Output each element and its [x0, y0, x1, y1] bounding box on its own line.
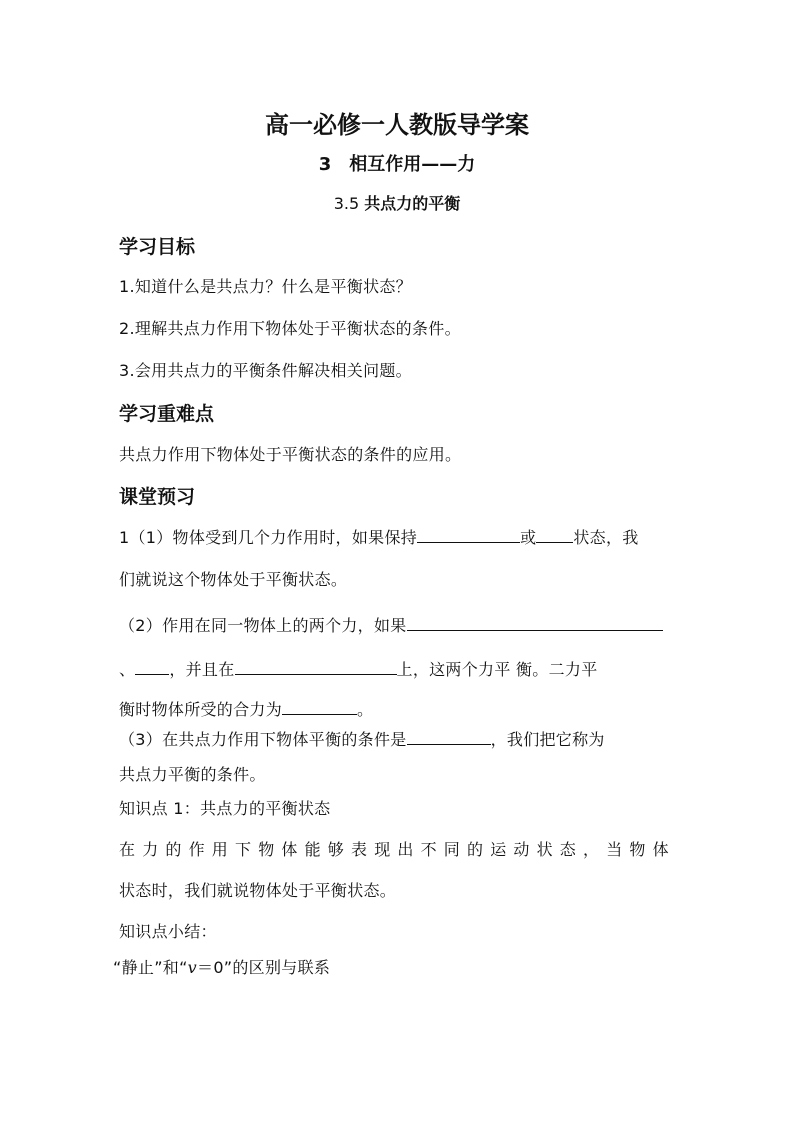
keypoints-heading: 学习重难点	[119, 403, 215, 425]
objectives-heading: 学习目标	[119, 236, 196, 258]
preview-question-2-line-1: （2）作用在同一物体上的两个力，如果	[119, 612, 663, 636]
objective-item: 1.知道什么是共点力？什么是平衡状态？	[119, 277, 412, 296]
fill-blank[interactable]	[407, 612, 663, 631]
fill-blank[interactable]	[407, 726, 491, 745]
section-number: 3.5	[333, 194, 360, 213]
section-name: 共点力的平衡	[364, 194, 461, 213]
preview-question-2-line-2: 、 ，并且在 上，这两个力平 衡。二力平	[119, 656, 598, 680]
keypoints-text: 共点力作用下物体处于平衡状态的条件的应用。	[119, 445, 462, 464]
preview-question-3-line-2: 共点力平衡的条件。	[119, 765, 266, 784]
preview-question-1-line-1: 1（1）物体受到几个力作用时，如果保持 或 状态，我	[119, 524, 639, 548]
preview-heading: 课堂预习	[119, 486, 196, 508]
fill-blank[interactable]	[536, 524, 573, 543]
fill-blank[interactable]	[417, 524, 520, 543]
knowledge-heading: 知识点 1：共点力的平衡状态	[119, 799, 331, 818]
fill-blank[interactable]	[235, 656, 397, 675]
preview-question-3-line-1: （3）在共点力作用下物体平衡的条件是 ，我们把它称为	[119, 726, 605, 750]
fill-blank[interactable]	[135, 656, 169, 675]
fill-blank[interactable]	[282, 696, 357, 715]
preview-question-2-line-3: 衡时物体所受的合力为 。	[119, 696, 373, 720]
chapter-title: 3 相互作用——力	[318, 154, 476, 175]
preview-question-1-line-2: 们就说这个物体处于平衡状态。	[119, 570, 348, 589]
objective-item: 3.会用共点力的平衡条件解决相关问题。	[119, 361, 412, 380]
summary-question: “静止”和“v＝0”的区别与联系	[113, 958, 331, 977]
document-title: 高一必修一人教版导学案	[265, 111, 529, 139]
knowledge-text-line-1: 在力的作用下物体能够表现出不同的运动状态，当物体	[119, 840, 676, 859]
knowledge-text-line-2: 状态时，我们就说物体处于平衡状态。	[119, 881, 397, 900]
objective-item: 2.理解共点力作用下物体处于平衡状态的条件。	[119, 319, 461, 338]
summary-heading: 知识点小结：	[119, 922, 217, 941]
section-title	[0, 191, 794, 214]
